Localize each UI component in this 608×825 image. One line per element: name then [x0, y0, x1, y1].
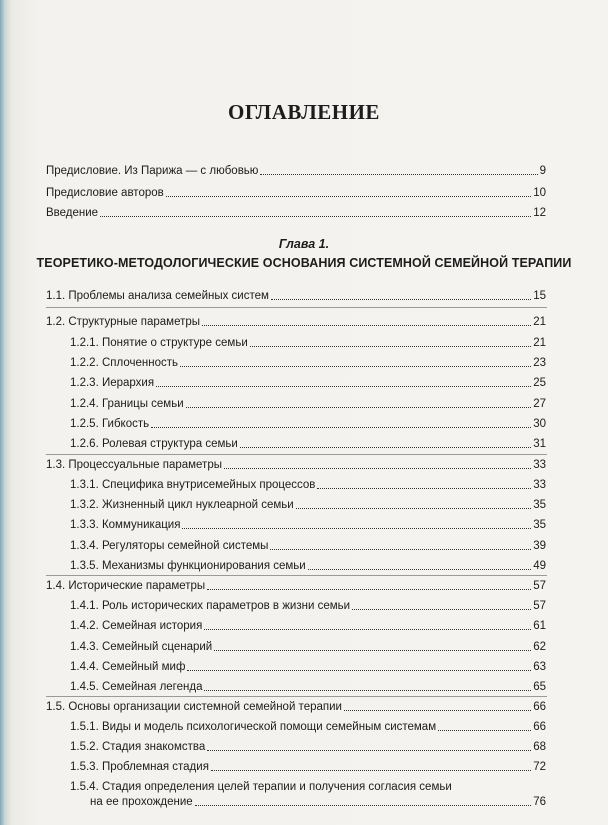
toc-page: 31 [533, 438, 546, 450]
toc-label-continued: на ее прохождение [90, 796, 193, 808]
toc-page: 9 [539, 165, 546, 177]
toc-entry[interactable] [70, 356, 546, 370]
toc-page: 72 [533, 761, 546, 773]
toc-entry[interactable] [70, 640, 546, 654]
toc-entry[interactable] [46, 579, 546, 593]
section-divider [46, 454, 547, 455]
dot-leader [195, 805, 532, 806]
toc-page: 27 [533, 398, 546, 410]
section-divider [46, 575, 547, 576]
dot-leader [204, 629, 531, 630]
section-divider [46, 696, 547, 697]
toc-entry[interactable] [70, 437, 546, 451]
toc-label: 1.4.4. Семейный миф [70, 661, 186, 673]
toc-label: 1.1. Проблемы анализа семейных систем [46, 290, 269, 302]
toc-entry[interactable] [70, 397, 546, 411]
toc-label: 1.5.2. Стадия знакомства [70, 741, 206, 753]
toc-page: 39 [533, 540, 546, 552]
toc-entry[interactable] [70, 619, 546, 633]
toc-page: 49 [533, 560, 546, 572]
dot-leader [438, 730, 531, 731]
toc-label: 1.3.4. Регуляторы семейной системы [70, 540, 269, 552]
toc-entry[interactable] [46, 186, 546, 200]
dot-leader [240, 447, 531, 448]
toc-entry[interactable] [70, 417, 546, 431]
dot-leader [296, 508, 532, 509]
toc-entry[interactable] [70, 539, 546, 553]
dot-leader [308, 569, 531, 570]
toc-entry[interactable] [70, 518, 546, 532]
toc-label: 1.2.1. Понятие о структуре семьи [70, 337, 248, 349]
dot-leader [214, 650, 531, 651]
dot-leader [187, 670, 531, 671]
toc-entry[interactable] [70, 680, 546, 694]
toc-page: 66 [533, 721, 546, 733]
toc-page: 23 [533, 357, 546, 369]
toc-label: Предисловие. Из Парижа — с любовью [46, 165, 259, 177]
dot-leader [317, 488, 531, 489]
dot-leader [270, 549, 531, 550]
toc-page: 33 [533, 479, 546, 491]
toc-page: 35 [533, 499, 546, 511]
toc-page: 21 [533, 337, 546, 349]
toc-label: 1.4.1. Роль исторических параметров в жизни семьи [70, 600, 351, 612]
toc-page: 10 [533, 187, 546, 199]
toc-entry[interactable] [46, 315, 546, 329]
dot-leader [211, 770, 531, 771]
toc-page: 76 [533, 796, 546, 808]
toc-label: 1.3.3. Коммуникация [70, 519, 181, 531]
toc-label: 1.5. Основы организации системной семейной терапии [46, 701, 342, 713]
toc-page: 30 [533, 418, 546, 430]
toc-entry[interactable] [70, 720, 546, 734]
toc-label: Предисловие авторов [46, 187, 164, 199]
toc-label: Введение [46, 207, 99, 219]
toc-page: 68 [533, 741, 546, 753]
toc-label: 1.5.3. Проблемная стадия [70, 761, 209, 773]
toc-label: 1.2.5. Гибкость [70, 418, 150, 430]
toc-label: 1.4.5. Семейная легенда [70, 681, 203, 693]
toc-page: 21 [533, 316, 546, 328]
toc-page: 57 [533, 580, 546, 592]
chapter-number: Глава 1. [278, 237, 330, 251]
toc-page: 35 [533, 519, 546, 531]
toc-label[interactable]: 1.5.4. Стадия определения целей терапии и получения согласия семьи [70, 781, 452, 793]
chapter-title: ТЕОРЕТИКО-МЕТОДОЛОГИЧЕСКИЕ ОСНОВАНИЯ СИСТЕМНОЙ СЕМЕЙНОЙ ТЕРАПИИ [36, 256, 572, 270]
dot-leader [260, 174, 537, 175]
toc-entry[interactable] [70, 559, 546, 573]
toc-label: 1.3. Процессуальные параметры [46, 459, 222, 471]
toc-entry[interactable] [46, 206, 546, 220]
toc-label: 1.5.1. Виды и модель психологической помощи семейным системам [70, 721, 437, 733]
toc-label: 1.2. Структурные параметры [46, 316, 201, 328]
toc-page: 57 [533, 600, 546, 612]
dot-leader [100, 216, 531, 217]
dot-leader [202, 325, 531, 326]
toc-label: 1.2.6. Ролевая структура семьи [70, 438, 238, 450]
toc-page: 63 [533, 661, 546, 673]
page-title: ОГЛАВЛЕНИЕ [228, 100, 380, 124]
dot-leader [250, 346, 531, 347]
toc-entry[interactable] [46, 289, 546, 303]
toc-label: 1.4.2. Семейная история [70, 620, 203, 632]
toc-entry[interactable] [70, 478, 546, 492]
toc-label: 1.3.2. Жизненный цикл нуклеарной семьи [70, 499, 294, 511]
dot-leader [207, 589, 531, 590]
toc-page: 61 [533, 620, 546, 632]
toc-page: 33 [533, 459, 546, 471]
toc-entry[interactable] [70, 760, 546, 774]
toc-entry[interactable] [70, 740, 546, 754]
toc-page: 62 [533, 641, 546, 653]
toc-entry[interactable] [70, 376, 546, 390]
dot-leader [166, 196, 531, 197]
toc-entry[interactable] [46, 164, 546, 178]
toc-entry[interactable] [46, 700, 546, 714]
toc-entry[interactable] [70, 336, 546, 350]
toc-entry[interactable] [46, 458, 546, 472]
dot-leader [352, 609, 531, 610]
dot-leader [204, 690, 531, 691]
toc-page: 25 [533, 377, 546, 389]
toc-entry[interactable] [70, 599, 546, 613]
toc-label: 1.3.1. Специфика внутрисемейных процессов [70, 479, 316, 491]
toc-label: 1.2.2. Сплоченность [70, 357, 178, 369]
dot-leader [186, 407, 532, 408]
toc-label: 1.2.4. Границы семьи [70, 398, 184, 410]
dot-leader [207, 750, 531, 751]
dot-leader [151, 427, 531, 428]
toc-page: 12 [533, 207, 546, 219]
dot-leader [224, 468, 531, 469]
toc-entry[interactable] [70, 660, 546, 674]
toc-entry[interactable] [90, 795, 546, 809]
section-divider [46, 307, 547, 308]
toc-page: 66 [533, 701, 546, 713]
toc-entry[interactable] [70, 498, 546, 512]
dot-leader [182, 528, 531, 529]
toc-page: 65 [533, 681, 546, 693]
dot-leader [156, 386, 531, 387]
toc-label: 1.2.3. Иерархия [70, 377, 155, 389]
dot-leader [344, 710, 531, 711]
toc-label: 1.4.3. Семейный сценарий [70, 641, 213, 653]
dot-leader [271, 299, 531, 300]
toc-label: 1.3.5. Механизмы функционирования семьи [70, 560, 306, 572]
toc-label: 1.4. Исторические параметры [46, 580, 206, 592]
dot-leader [180, 366, 531, 367]
toc-page: 15 [533, 290, 546, 302]
